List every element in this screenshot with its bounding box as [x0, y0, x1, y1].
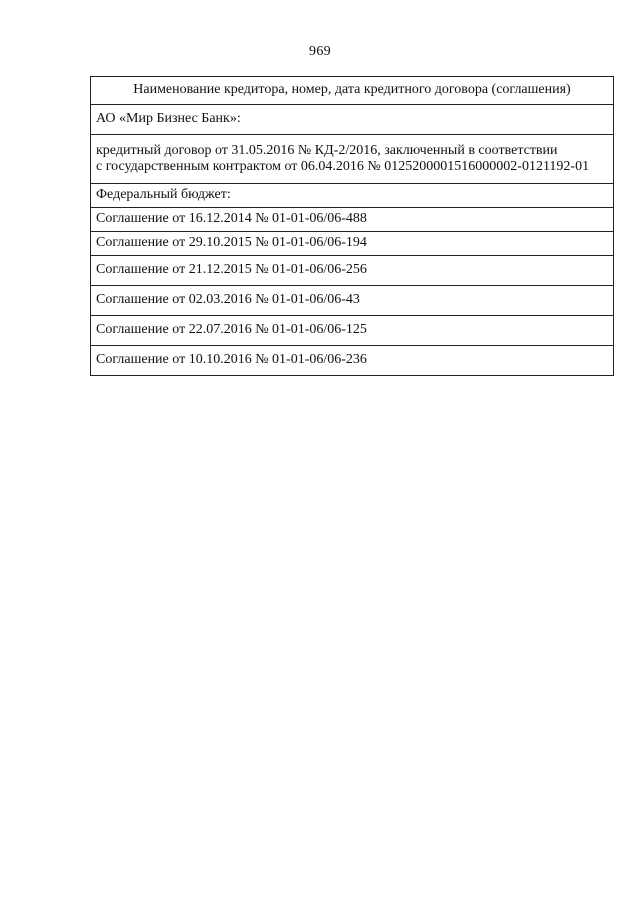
contract-details-cell	[91, 135, 614, 184]
agreement-cell: Соглашение от 16.12.2014 № 01-01-06/06-488	[91, 208, 614, 232]
agreement-cell: Соглашение от 21.12.2015 № 01-01-06/06-256	[91, 256, 614, 286]
table-header-row	[91, 77, 614, 105]
table-row	[91, 316, 614, 346]
agreement-cell: Соглашение от 02.03.2016 № 01-01-06/06-43	[91, 286, 614, 316]
creditor-table	[90, 76, 614, 376]
budget-label-cell: Федеральный бюджет:	[91, 184, 614, 208]
table-row	[91, 346, 614, 376]
table-row	[91, 135, 614, 184]
table-row	[91, 208, 614, 232]
table-row	[91, 256, 614, 286]
agreement-cell: Соглашение от 22.07.2016 № 01-01-06/06-125	[91, 316, 614, 346]
page-number: 969	[309, 44, 331, 59]
contract-line: с государственным контрактом от 06.04.2016 № 0125200001516000002-0121192-01	[96, 159, 590, 174]
table-header-cell: Наименование кредитора, номер, дата кредитного договора (соглашения)	[91, 77, 614, 105]
agreement-cell: Соглашение от 29.10.2015 № 01-01-06/06-194	[91, 232, 614, 256]
table-row	[91, 184, 614, 208]
table-row	[91, 232, 614, 256]
table-row	[91, 105, 614, 135]
creditor-name-cell: АО «Мир Бизнес Банк»:	[91, 105, 614, 135]
agreement-cell: Соглашение от 10.10.2016 № 01-01-06/06-236	[91, 346, 614, 376]
contract-line: кредитный договор от 31.05.2016 № КД-2/2016, заключенный в соответствии	[96, 143, 558, 158]
table-row	[91, 286, 614, 316]
